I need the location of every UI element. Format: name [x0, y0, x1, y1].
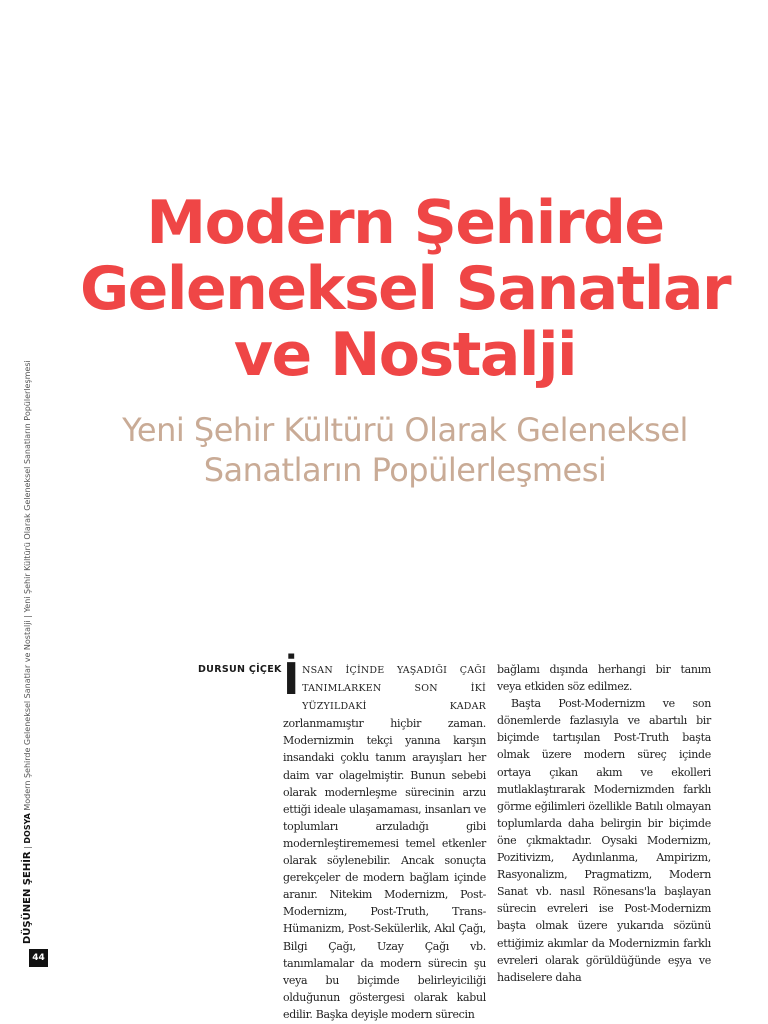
- body-text: zorlanmamıştır hiçbir zaman. Modernizmin tekçi yanına karşın insandaki çoklu tanım arayışları her daim var olagelmiştir. Bunun sebebi olarak modernleşme sürecinin arzu ettiği ideale ulaşamaması, insanları ve toplumları arzuladığı gibi modernleştirememesi temel etkenler olarak söylenebilir. Ancak sonuçta gerekçeler de modern bağlam içinde aranır. Nitekim Modernizm, Post-Modernizm, Post-Truth, Trans-Hümanizm, Post-Sekülerlik, Akıl Çağı, Bilgi Çağı, Uzay Çağı vb. tanımlamalar da modern sürecin şu veya bu biçimde belirleyiciliği olduğunun göstergesi olarak kabul edilir. Başka deyişle modern sürecin: [283, 717, 486, 1021]
- lead-in: NSAN İÇİNDE YAŞADIĞI ÇAĞI TANIMLARKEN SON İKİ YÜZYILDAKİ KADAR: [302, 665, 486, 713]
- title-line: ve Nostalji: [233, 320, 577, 390]
- running-title: Modern Şehirde Geleneksel Sanatlar ve Nostalji | Yeni Şehir Kültürü Olarak Geleneksel Sanatların Popülerleşmesi: [23, 360, 32, 811]
- drop-cap: İ: [283, 654, 300, 705]
- article-title: [40, 190, 768, 388]
- running-header: DÜŞÜNEN ŞEHİR | DOSYA Modern Şehirde Geleneksel Sanatlar ve Nostalji | Yeni Şehir Kültürü Olarak Geleneksel Sanatların Popülerleşmesi: [22, 360, 33, 944]
- body-column-1: [283, 654, 486, 1023]
- subtitle-line: Sanatların Popülerleşmesi: [203, 451, 607, 489]
- magazine-name: DÜŞÜNEN ŞEHİR: [22, 851, 33, 944]
- article-subtitle: [40, 410, 768, 490]
- paragraph: Başta Post-Modernizm ve son dönemlerde fazlasıyla ve abartılı bir biçimde tartışılan Post-Truth başta olmak üzere modern süreç içinde ortaya çıkan akım ve ekolleri mutlaklaştırarak Modernizmden farklı görme eğilimleri özellikle Batılı olmayan toplumlarda daha belirgin bir biçimde öne çıkmaktadır. Oysaki Modernizm, Pozitivizm, Aydınlanma, Ampirizm, Rasyonalizm, Pragmatizm, Modern Sanat vb. nasıl Rönesans'la başlayan sürecin evreleri ise Post-Modernizm başta olmak üzere yukarıda sözünü ettiğimiz akımlar da Modernizmin farklı evreleri olarak görüldüğünde eşya ve hadiselere daha: [497, 697, 711, 984]
- author-name: DURSUN ÇİÇEK: [198, 664, 282, 675]
- title-line: Geleneksel Sanatlar: [79, 254, 731, 324]
- body-column-2: [497, 661, 711, 986]
- page-number: 44: [29, 949, 48, 967]
- paragraph: bağlamı dışında herhangi bir tanım veya etkiden söz edilmez.: [497, 663, 711, 694]
- section-label: DOSYA: [23, 813, 32, 844]
- subtitle-line: Yeni Şehir Kültürü Olarak Geleneksel: [122, 411, 688, 449]
- title-line: Modern Şehirde: [146, 188, 664, 258]
